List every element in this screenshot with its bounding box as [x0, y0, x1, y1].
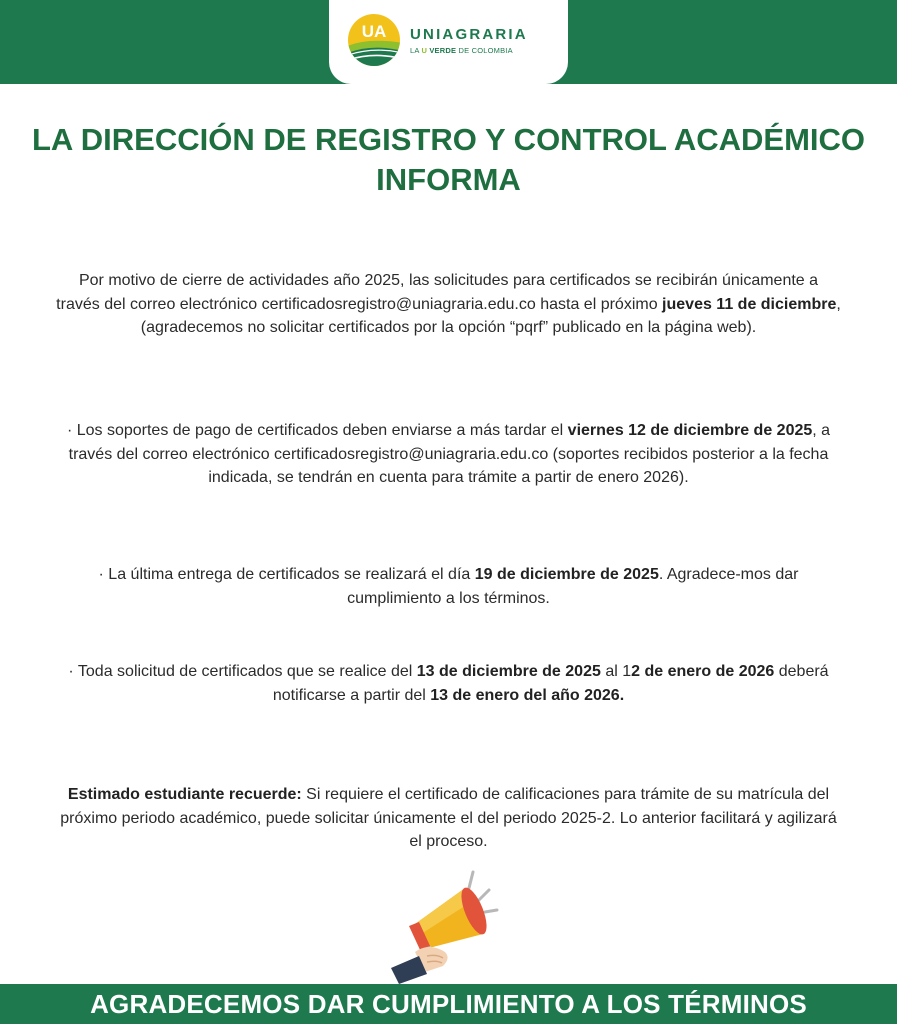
p1-text-c: , (agradecemos no solicitar certificados por la opción “pqrf” publicado en la página web).: [140, 295, 841, 336]
student-reminder: [55, 783, 842, 854]
tagline-rest: DE COLOMBIA: [456, 46, 513, 55]
tagline-verde: VERDE: [429, 46, 457, 55]
p4-bold-date-1: 13 de diciembre de 2025: [416, 663, 601, 680]
p2-bold-date: viernes 12 de diciembre de 2025: [567, 422, 813, 439]
reminder-lead: Estimado estudiante recuerde:: [67, 786, 302, 803]
notice-paragraph-2: [55, 419, 842, 490]
p4-bold-date-3: 13 de enero del año 2026.: [430, 686, 625, 704]
brand-name: UNIAGRARIA: [410, 26, 528, 43]
tagline-u: U: [421, 46, 430, 55]
reminder-text: Si requiere el certificado de calificaciones para trámite de su matrícula del próximo periodo académico, puede solicitar únicamente el del periodo 2025-2. Lo anterior facilitará y agilizará el proceso.: [60, 786, 837, 850]
title-line-2: INFORMA: [376, 162, 521, 197]
tagline-la: LA: [410, 46, 422, 55]
p2-text-a: · Los soportes de pago de certificados deben enviarse a más tardar el: [66, 422, 568, 439]
notice-paragraph-3: [55, 563, 842, 610]
p4-text-c: al 1: [600, 663, 632, 680]
p3-text-a: · La última entrega de certificados se realizará el día: [98, 566, 475, 583]
footer-message: AGRADECEMOS DAR CUMPLIMIENTO A LOS TÉRMINOS: [90, 989, 807, 1019]
p1-bold-date: jueves 11 de diciembre: [662, 295, 837, 313]
notice-paragraph-4: [55, 660, 842, 707]
ua-badge-icon: [347, 13, 401, 67]
title-line-1: LA DIRECCIÓN DE REGISTRO Y CONTROL ACADÉMICO: [31, 122, 866, 157]
megaphone-icon: [385, 868, 505, 984]
brand-tagline: [410, 46, 513, 55]
page-title: [30, 120, 867, 200]
header-bar: [0, 0, 897, 84]
p3-text-c: . Agradece-mos dar cumplimiento a los términos.: [347, 566, 799, 607]
p1-text-a: Por motivo de cierre de actividades año 2025, las solicitudes para certificados se recibirán únicamente a través del correo electrónico certificadosregistro@uniagraria.edu.co hasta el próximo: [56, 272, 819, 313]
p4-text-a: · Toda solicitud de certificados que se realice del: [68, 663, 417, 680]
logo: [329, 0, 568, 84]
footer-bar: [0, 984, 897, 1024]
p3-bold-date: 19 de diciembre de 2025: [474, 566, 659, 583]
badge-initials: UA: [361, 22, 387, 41]
p2-text-c: , a través del correo electrónico certificadosregistro@uniagraria.edu.co (soportes recibidos posterior a la fecha indicada, se tendrán en cuenta para trámite a partir de enero 2026).: [68, 422, 831, 486]
notice-paragraph-1: [55, 269, 842, 340]
p4-text-e: deberá notificarse a partir del: [272, 663, 829, 704]
p4-bold-date-2: 2 de enero de 2026: [631, 663, 775, 680]
